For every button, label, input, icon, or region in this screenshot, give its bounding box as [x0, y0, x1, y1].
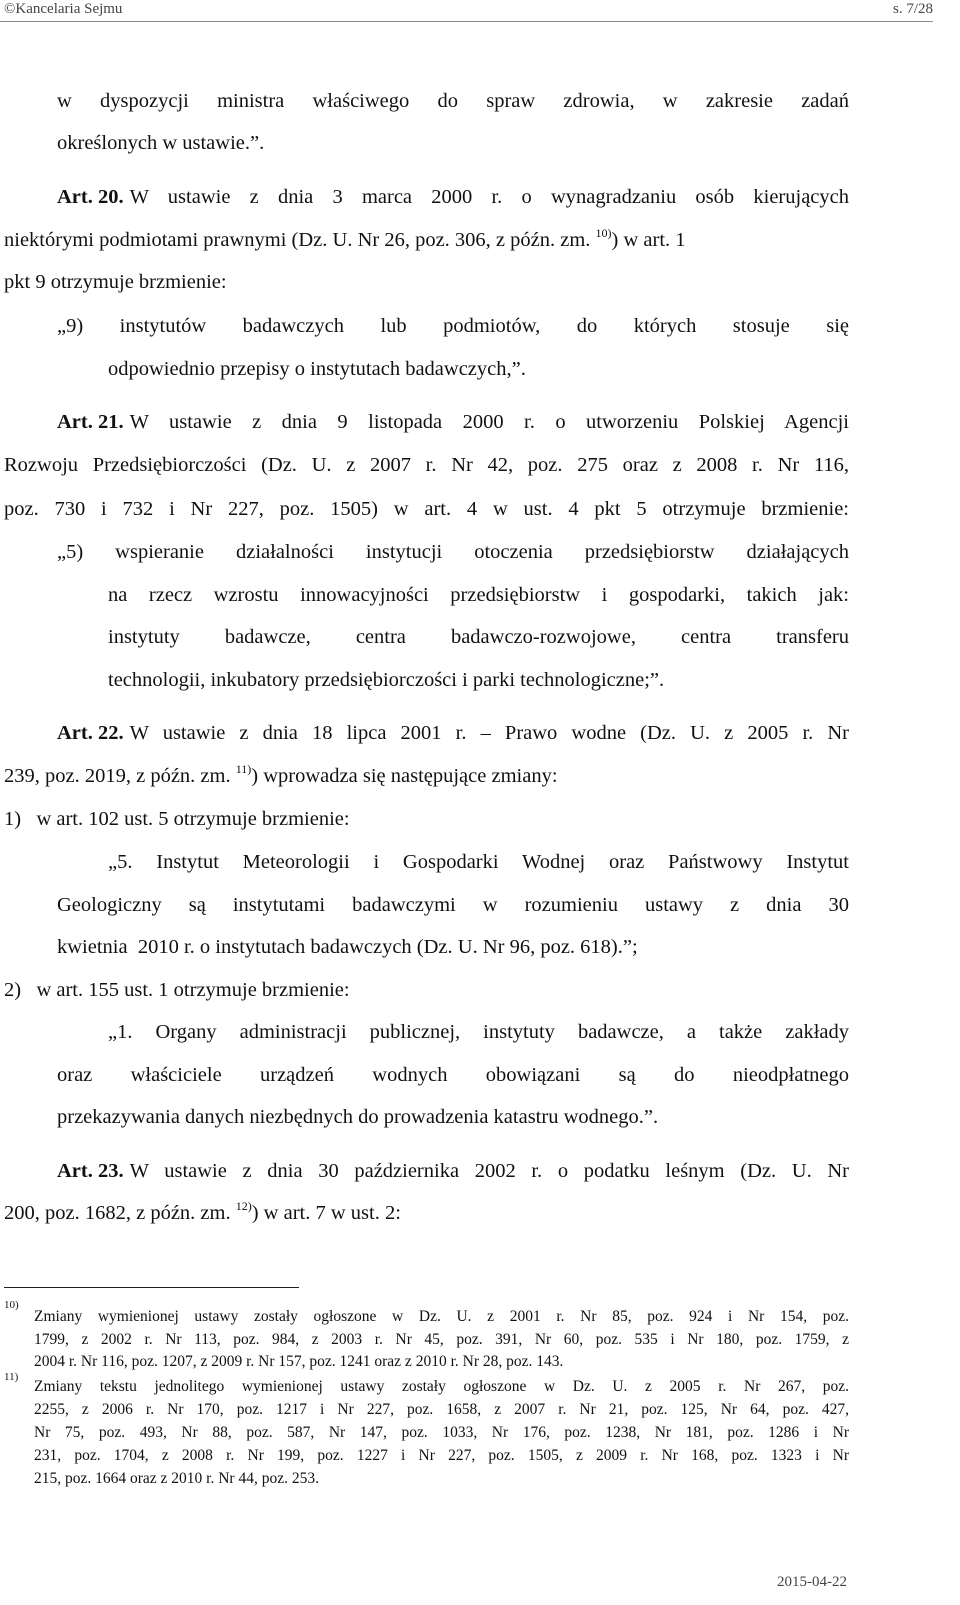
quoted-line: „9) instytutów badawczych lub podmiotów, do których stosuje się: [57, 315, 849, 337]
header-rule: [0, 21, 933, 22]
text-line: Rozwoju Przedsiębiorczości (Dz. U. z 2007 r. Nr 42, poz. 275 oraz z 2008 r. Nr 116,: [4, 454, 849, 476]
text-segment: ) w art. 7 w ust. 2:: [251, 1202, 401, 1224]
footnote-mark-11: 11): [4, 1371, 19, 1383]
quoted-line: kwietnia 2010 r. o instytutach badawczych (Dz. U. Nr 96, poz. 618).”;: [57, 936, 638, 958]
quoted-line: „5) wspieranie działalności instytucji otoczenia przedsiębiorstw działających: [57, 541, 849, 563]
article-23-text: W ustawie z dnia 30 października 2002 r. o podatku leśnym (Dz. U. Nr: [129, 1160, 849, 1182]
footnote-ref-11: 11): [235, 762, 252, 776]
text-segment: niektórymi podmiotami prawnymi (Dz. U. Nr 26, poz. 306, z późn. zm.: [4, 229, 591, 251]
footnote-line: 215, poz. 1664 oraz z 2010 r. Nr 44, poz. 253.: [34, 1470, 319, 1487]
text-line: [4, 228, 686, 252]
text-segment: ) w art. 1: [611, 229, 686, 251]
quoted-line: technologii, inkubatory przedsiębiorczości i parki technologiczne;”.: [108, 669, 665, 691]
print-date: 2015-04-22: [777, 1574, 847, 1590]
header-copyright: ©Kancelaria Sejmu: [4, 1, 123, 17]
article-22-line: [57, 721, 849, 745]
footnote-line: 2004 r. Nr 116, poz. 1207, z 2009 r. Nr 157, poz. 1241 oraz z 2010 r. Nr 28, poz. 143.: [34, 1353, 564, 1370]
quoted-line: odpowiednio przepisy o instytutach badawczych,”.: [108, 358, 526, 380]
text-segment: ) wprowadza się następujące zmiany:: [251, 765, 558, 787]
article-20-text: W ustawie z dnia 3 marca 2000 r. o wynagradzaniu osób kierujących: [129, 186, 849, 208]
text-line: pkt 9 otrzymuje brzmienie:: [4, 271, 227, 293]
footnote-line: Zmiany wymienionej ustawy zostały ogłoszone w Dz. U. z 2001 r. Nr 85, poz. 924 i Nr 154, poz.: [34, 1308, 849, 1325]
header-page-number: s. 7/28: [892, 1, 933, 17]
quoted-line: Geologiczny są instytutami badawczymi w rozumieniu ustawy z dnia 30: [57, 894, 849, 916]
quoted-line: przekazywania danych niezbędnych do prowadzenia katastru wodnego.”.: [57, 1106, 659, 1128]
page-header: [0, 0, 960, 22]
footnote-line: Nr 75, poz. 493, Nr 88, poz. 587, Nr 147, poz. 1033, Nr 176, poz. 1238, Nr 181, poz. 1286 i Nr: [34, 1424, 849, 1441]
footnote-line: 1799, z 2002 r. Nr 113, poz. 984, z 2003 r. Nr 45, poz. 391, Nr 60, poz. 535 i Nr 180, poz. 1759, z: [34, 1331, 849, 1348]
text-line: poz. 730 i 732 i Nr 227, poz. 1505) w art. 4 w ust. 4 pkt 5 otrzymuje brzmienie:: [4, 498, 849, 520]
footnote-line: Zmiany tekstu jednolitego wymienionej ustawy zostały ogłoszone w Dz. U. z 2005 r. Nr 267, poz.: [34, 1378, 849, 1395]
article-20-label: Art. 20.: [57, 186, 124, 208]
footnote-separator: [4, 1287, 299, 1288]
list-item: 2) w art. 155 ust. 1 otrzymuje brzmienie:: [4, 979, 350, 1001]
article-21-label: Art. 21.: [57, 411, 124, 433]
quoted-line: oraz właściciele urządzeń wodnych obowiązani są do nieodpłatnego: [57, 1064, 849, 1086]
article-21-text: W ustawie z dnia 9 listopada 2000 r. o utworzeniu Polskiej Agencji: [129, 411, 849, 433]
footnote-ref-10: 10): [595, 226, 612, 240]
text-segment: 239, poz. 2019, z późn. zm.: [4, 765, 231, 787]
article-23-line: [57, 1159, 849, 1183]
footnote-line: 231, poz. 1704, z 2008 r. Nr 199, poz. 1227 i Nr 227, poz. 1505, z 2009 r. Nr 168, poz. 1323 i Nr: [34, 1447, 849, 1464]
article-22-text: W ustawie z dnia 18 lipca 2001 r. – Prawo wodne (Dz. U. z 2005 r. Nr: [129, 722, 849, 744]
article-21-line: [57, 410, 849, 434]
footnote-ref-12: 12): [235, 1199, 252, 1213]
text-segment: 200, poz. 1682, z późn. zm.: [4, 1202, 231, 1224]
list-item: 1) w art. 102 ust. 5 otrzymuje brzmienie:: [4, 808, 350, 830]
text-line: [4, 764, 558, 788]
text-line: określonych w ustawie.”.: [57, 132, 265, 154]
text-line: w dyspozycji ministra właściwego do spraw zdrowia, w zakresie zadań: [57, 90, 849, 112]
footnote-mark-10: 10): [4, 1299, 19, 1311]
quoted-line: „5. Instytut Meteorologii i Gospodarki Wodnej oraz Państwowy Instytut: [108, 851, 849, 873]
quoted-line: instytuty badawcze, centra badawczo-rozwojowe, centra transferu: [108, 626, 849, 648]
quoted-line: „1. Organy administracji publicznej, instytuty badawcze, a także zakłady: [108, 1021, 849, 1043]
article-22-label: Art. 22.: [57, 722, 124, 744]
quoted-line: na rzecz wzrostu innowacyjności przedsiębiorstw i gospodarki, takich jak:: [108, 584, 849, 606]
article-23-label: Art. 23.: [57, 1160, 124, 1182]
text-line: [4, 1201, 401, 1225]
article-20-line: [57, 185, 849, 209]
footnote-line: 2255, z 2006 r. Nr 170, poz. 1217 i Nr 227, poz. 1658, z 2007 r. Nr 21, poz. 125, Nr 64, poz. 427,: [34, 1401, 849, 1418]
